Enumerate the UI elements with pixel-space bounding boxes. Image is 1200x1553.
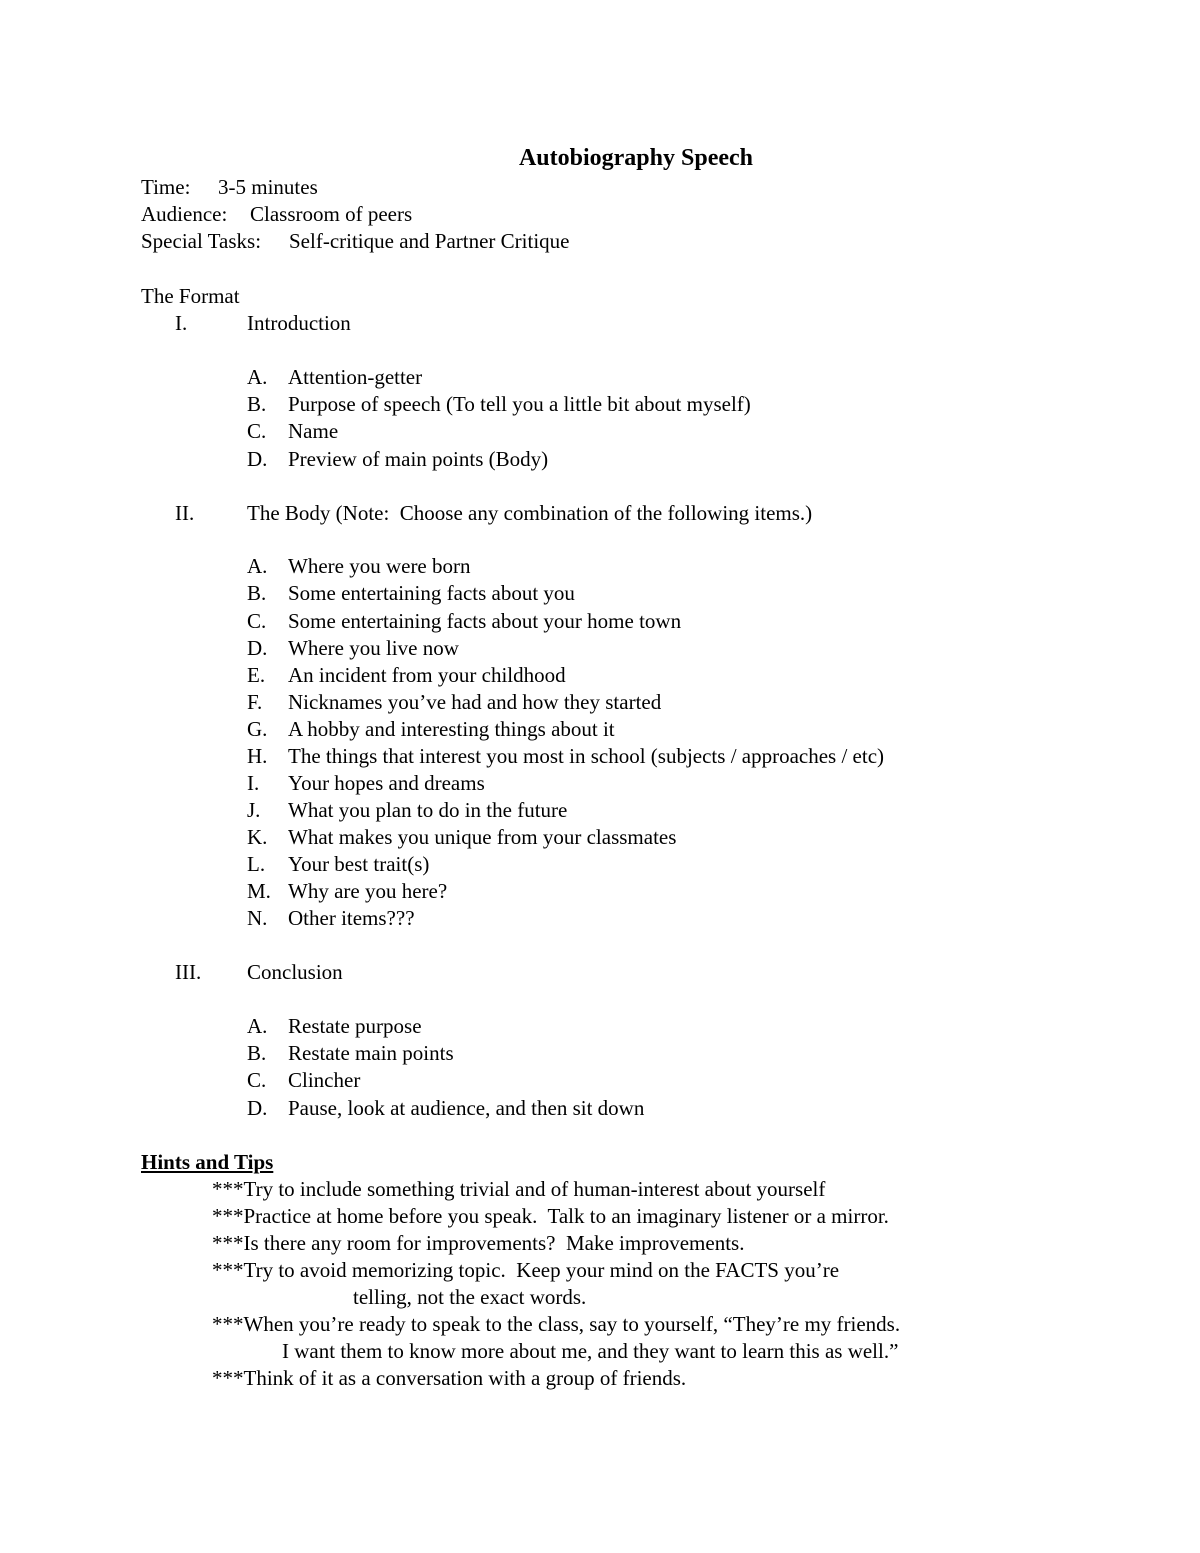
item-letter: E. [247,663,266,687]
item-letter: C. [247,419,267,443]
item-text: A hobby and interesting things about it [288,717,615,741]
item-text: Restate purpose [288,1014,422,1038]
item-letter: F. [247,690,263,714]
item-letter: N. [247,906,268,930]
item-text: Clincher [288,1068,361,1092]
hint-line: ***Try to avoid memorizing topic. Keep your mind on the FACTS you’re [212,1258,840,1282]
item-letter: B. [247,581,267,605]
meta-special-tasks-value: Self-critique and Partner Critique [289,229,570,253]
item-letter: K. [247,825,268,849]
item-letter: A. [247,365,268,389]
item-letter: C. [247,609,267,633]
item-text: Why are you here? [288,879,448,903]
item-text: Pause, look at audience, and then sit down [288,1096,645,1120]
section-numeral: II. [175,501,195,525]
item-text: Restate main points [288,1041,454,1065]
item-text: Purpose of speech (To tell you a little bit about myself) [288,392,751,416]
hint-line: ***Try to include something trivial and of human-interest about yourself [212,1177,826,1201]
hint-line: ***Practice at home before you speak. Talk to an imaginary listener or a mirror. [212,1204,889,1228]
item-letter: H. [247,744,268,768]
item-letter: D. [247,1096,268,1120]
item-letter: I. [247,771,260,795]
section-numeral: I. [175,311,188,335]
item-text: Some entertaining facts about your home town [288,609,682,633]
section-heading: Conclusion [247,960,343,984]
meta-time-label: Time: [141,175,191,199]
item-text: Where you were born [288,554,471,578]
item-letter: M. [247,879,271,903]
item-text: Nicknames you’ve had and how they started [288,690,662,714]
item-text: Preview of main points (Body) [288,447,549,471]
item-text: Where you live now [288,636,459,660]
meta-special-tasks-label: Special Tasks: [141,229,262,253]
item-text: Your hopes and dreams [288,771,485,795]
hint-line-continuation: telling, not the exact words. [353,1285,587,1309]
item-letter: J. [247,798,261,822]
hints-heading: Hints and Tips [141,1150,274,1174]
section-heading: The Body (Note: Choose any combination of the following items.) [247,501,813,525]
item-letter: A. [247,554,268,578]
hint-line: ***When you’re ready to speak to the class, say to yourself, “They’re my friends. [212,1312,901,1336]
item-letter: B. [247,392,267,416]
format-heading: The Format [141,284,240,308]
item-text: Other items??? [288,906,415,930]
item-text: Your best trait(s) [288,852,430,876]
item-letter: G. [247,717,268,741]
meta-audience-label: Audience: [141,202,228,226]
item-letter: A. [247,1014,268,1038]
item-text: What makes you unique from your classmates [288,825,677,849]
item-letter: D. [247,636,268,660]
item-letter: C. [247,1068,267,1092]
item-letter: D. [247,447,268,471]
item-text: The things that interest you most in school (subjects / approaches / etc) [288,744,885,768]
hint-line: ***Think of it as a conversation with a group of friends. [212,1366,687,1390]
item-text: Attention-getter [288,365,423,389]
hint-line-continuation: I want them to know more about me, and they want to learn this as well.” [282,1339,899,1363]
meta-time-value: 3-5 minutes [218,175,318,199]
section-heading: Introduction [247,311,351,335]
item-letter: L. [247,852,266,876]
item-text: Name [288,419,339,443]
hint-line: ***Is there any room for improvements? Make improvements. [212,1231,745,1255]
item-text: What you plan to do in the future [288,798,568,822]
document-title: Autobiography Speech [518,145,754,171]
section-numeral: III. [175,960,202,984]
item-letter: B. [247,1041,267,1065]
item-text: An incident from your childhood [288,663,566,687]
meta-audience-value: Classroom of peers [250,202,413,226]
item-text: Some entertaining facts about you [288,581,575,605]
